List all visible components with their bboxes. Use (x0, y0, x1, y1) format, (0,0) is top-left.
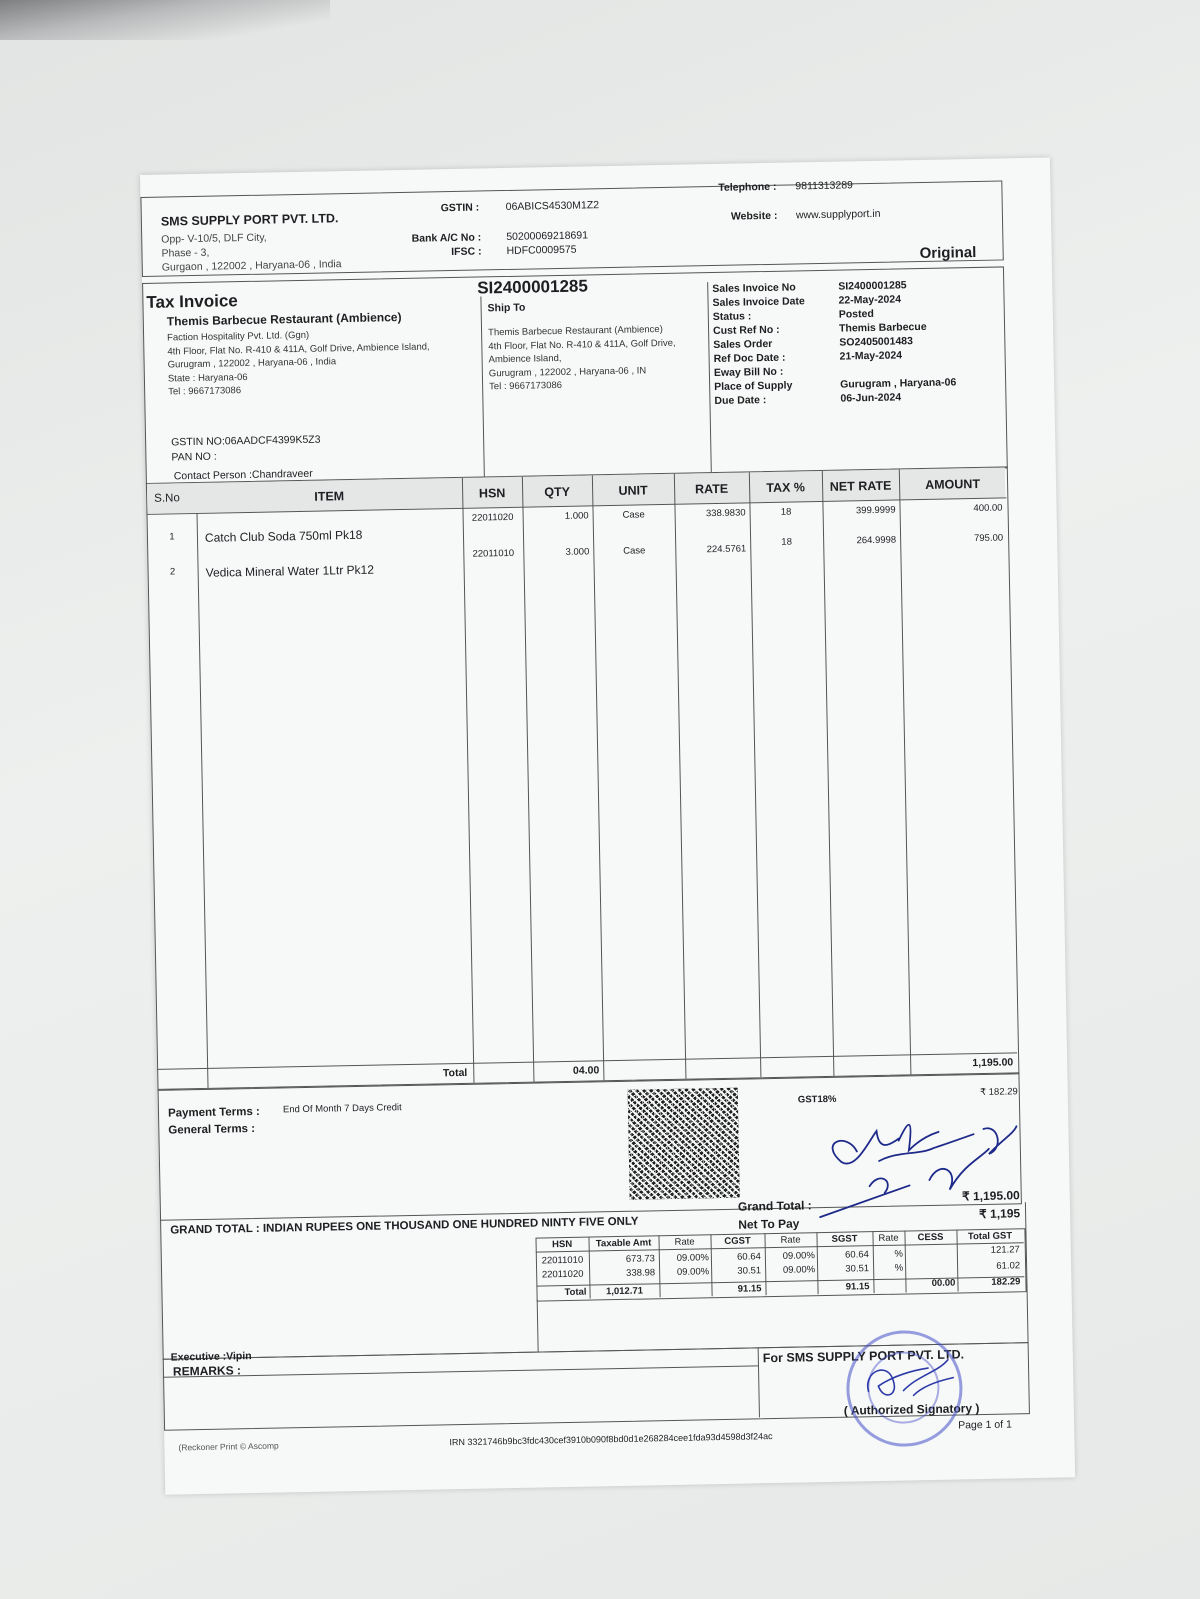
meta-values: SI2400001285 22-May-2024 Posted Themis Barbecue SO2405001483 21-May-2024 Gurugram , Haryana-06 06-Jun-2024 (838, 279, 957, 405)
tax-row2-total: 61.02 (996, 1260, 1021, 1272)
for-company: For SMS SUPPLY PORT PVT. LTD. (762, 1347, 965, 1366)
tax-row2-rate3: % (894, 1262, 904, 1274)
row2-tax: 18 (781, 536, 793, 548)
bank-label: Bank A/C No : (411, 231, 482, 245)
header-net-rate: NET RATE (829, 478, 892, 494)
ship-to-address: Themis Barbecue Restaurant (Ambience) 4th Floor, Flat No. R-410 & 411A, Golf Drive, Ambience Island, Gurugram , 122002 , Haryana-06 , IN Tel : 9667173086 (487, 323, 676, 393)
grand-total-label: Grand Total : (737, 1198, 812, 1214)
row2-sno: 2 (169, 566, 176, 578)
telephone-label: Telephone : (718, 180, 777, 194)
website-label: Website : (730, 209, 778, 223)
tax-total-label: Total (564, 1286, 587, 1299)
meta-labels: Sales Invoice No Sales Invoice Date Status : Cust Ref No : Sales Order Ref Doc Date : Eway Bill No : Place of Supply Due Date : (712, 281, 805, 408)
row2-rate: 224.5761 (706, 543, 747, 556)
header-item: ITEM (314, 489, 345, 504)
website-value: www.supplyport.in (795, 207, 881, 222)
row1-tax: 18 (780, 506, 792, 518)
executive-label: Executive :Vipin (170, 1350, 252, 1364)
grand-total-words: GRAND TOTAL : INDIAN RUPEES ONE THOUSAND ONE HUNDRED NINTY FIVE ONLY (170, 1215, 639, 1237)
tax-row2-hsn: 22011020 (541, 1268, 584, 1281)
tax-total-taxable: 1,012.71 (605, 1285, 644, 1298)
tax-row2-cgst: 30.51 (737, 1265, 762, 1277)
ifsc-value: HDFC0009575 (506, 243, 577, 257)
bill-to-gstin: GSTIN NO:06AADCF4399K5Z3 (171, 433, 321, 449)
header-qty: QTY (544, 484, 571, 500)
tax-header-cgst: CGST (724, 1235, 751, 1247)
tax-header-rate3: Rate (878, 1232, 899, 1245)
tax-total-cgst: 91.15 (737, 1283, 762, 1295)
background-shadow (0, 0, 330, 40)
tax-row1-rate3: % (894, 1248, 903, 1260)
invoice-number: SI2400001285 (477, 276, 589, 298)
tax-header-taxable: Taxable Amt (595, 1237, 652, 1250)
tax-row1-total: 121.27 (990, 1244, 1020, 1256)
header-unit: UNIT (618, 483, 648, 498)
row2-unit: Case (623, 545, 646, 557)
signatory-label: ( Authorized Signatory ) (843, 1401, 980, 1418)
row2-qty: 3.000 (565, 546, 590, 558)
row2-net-rate: 264.9998 (856, 534, 897, 547)
gst-label: GST18% (797, 1093, 837, 1106)
items-total-qty: 04.00 (572, 1064, 600, 1077)
general-terms-label: General Terms : (168, 1122, 256, 1137)
header-hsn: HSN (478, 486, 506, 501)
header-amount: AMOUNT (925, 476, 981, 492)
row1-unit: Case (622, 509, 645, 521)
copy-label: Original (919, 243, 977, 263)
bill-to-name: Themis Barbecue Restaurant (Ambience) (166, 310, 402, 329)
tax-header-total: Total GST (967, 1230, 1013, 1243)
handwritten-signature (758, 1108, 1020, 1223)
printer-credit: (Reckoner Print © Ascomp (178, 1440, 279, 1453)
ifsc-label: IFSC : (451, 245, 482, 259)
tax-row2-rate2: 09.00% (782, 1264, 816, 1276)
row1-qty: 1.000 (564, 510, 589, 522)
irn: IRN 3321746b9bc3fdc430cef3910b090f8bd0d1e268284cee1fda93d4598d3f24ac (449, 1431, 773, 1448)
grand-total-value: ₹ 1,195.00 (961, 1188, 1020, 1204)
gstin-value: 06ABICS4530M1Z2 (505, 199, 600, 213)
row1-amount: 400.00 (973, 502, 1003, 515)
qr-code (628, 1088, 740, 1200)
tax-row1-rate1: 09.00% (676, 1252, 709, 1264)
page-number: Page 1 of 1 (958, 1418, 1012, 1432)
tax-row1-rate2: 09.00% (782, 1250, 815, 1262)
row1-net-rate: 399.9999 (855, 504, 896, 517)
header-sno: S.No (154, 492, 180, 505)
ship-to-label: Ship To (487, 301, 526, 315)
row2-hsn: 22011010 (472, 547, 515, 560)
net-to-pay-value: ₹ 1,195 (978, 1206, 1021, 1222)
tax-header-cess: CESS (917, 1231, 944, 1244)
company-address: Opp- V-10/5, DLF City, Phase - 3, Gurgaon , 122002 , Haryana-06 , India (161, 231, 342, 274)
tax-row1-taxable: 673.73 (625, 1253, 656, 1265)
invoice-sheet (140, 158, 1075, 1495)
bill-to-contact: Contact Person :Chandraveer (173, 467, 313, 483)
tax-row2-rate1: 09.00% (676, 1266, 710, 1278)
remarks-label: REMARKS : (172, 1363, 242, 1379)
row2-item: Vedica Mineral Water 1Ltr Pk12 (205, 562, 375, 580)
tax-header-sgst: SGST (831, 1233, 858, 1245)
row1-item: Catch Club Soda 750ml Pk18 (204, 527, 363, 545)
tax-row1-hsn: 22011010 (541, 1254, 584, 1267)
tax-row2-sgst: 30.51 (845, 1263, 870, 1275)
bill-to-address: Faction Hospitality Pvt. Ltd. (Ggn) 4th Floor, Flat No. R-410 & 411A, Golf Drive, Ambience Island, Gurugram , 122002 , Haryana-06 , India State : Haryana-06 Tel : 9667173086 (167, 329, 430, 398)
stamp-signature (853, 1349, 964, 1411)
tax-header-rate2: Rate (780, 1234, 801, 1246)
tax-total-sgst: 91.15 (845, 1281, 870, 1293)
row2-amount: 795.00 (973, 532, 1004, 545)
payment-terms-value: End Of Month 7 Days Credit (282, 1102, 402, 1116)
items-total-label: Total (442, 1066, 468, 1080)
payment-terms-label: Payment Terms : (167, 1105, 260, 1120)
tax-row1-cgst: 60.64 (736, 1251, 761, 1263)
row1-hsn: 22011020 (471, 511, 514, 524)
tax-header-hsn: HSN (551, 1238, 573, 1251)
gst-value: ₹ 182.29 (979, 1086, 1018, 1099)
bank-value: 50200069218691 (506, 229, 589, 243)
tax-header-rate1: Rate (674, 1236, 695, 1248)
row1-rate: 338.9830 (705, 507, 746, 520)
tax-total-gst: 182.29 (991, 1276, 1021, 1288)
telephone-value: 9811313289 (795, 179, 854, 193)
items-table (146, 466, 1020, 1090)
company-name: SMS SUPPLY PORT PVT. LTD. (160, 211, 339, 229)
header-rate: RATE (694, 481, 729, 497)
items-total-amount: 1,195.00 (972, 1056, 1014, 1070)
tax-total-cess: 00.00 (931, 1277, 956, 1290)
net-to-pay-label: Net To Pay (738, 1216, 800, 1232)
bill-to-pan: PAN NO : (171, 450, 217, 464)
header-tax: TAX % (766, 480, 806, 496)
row1-sno: 1 (169, 531, 175, 543)
tax-row1-sgst: 60.64 (844, 1249, 869, 1261)
document-title: Tax Invoice (146, 291, 238, 312)
tax-row2-taxable: 338.98 (626, 1267, 656, 1279)
gstin-label: GSTIN : (440, 201, 480, 215)
